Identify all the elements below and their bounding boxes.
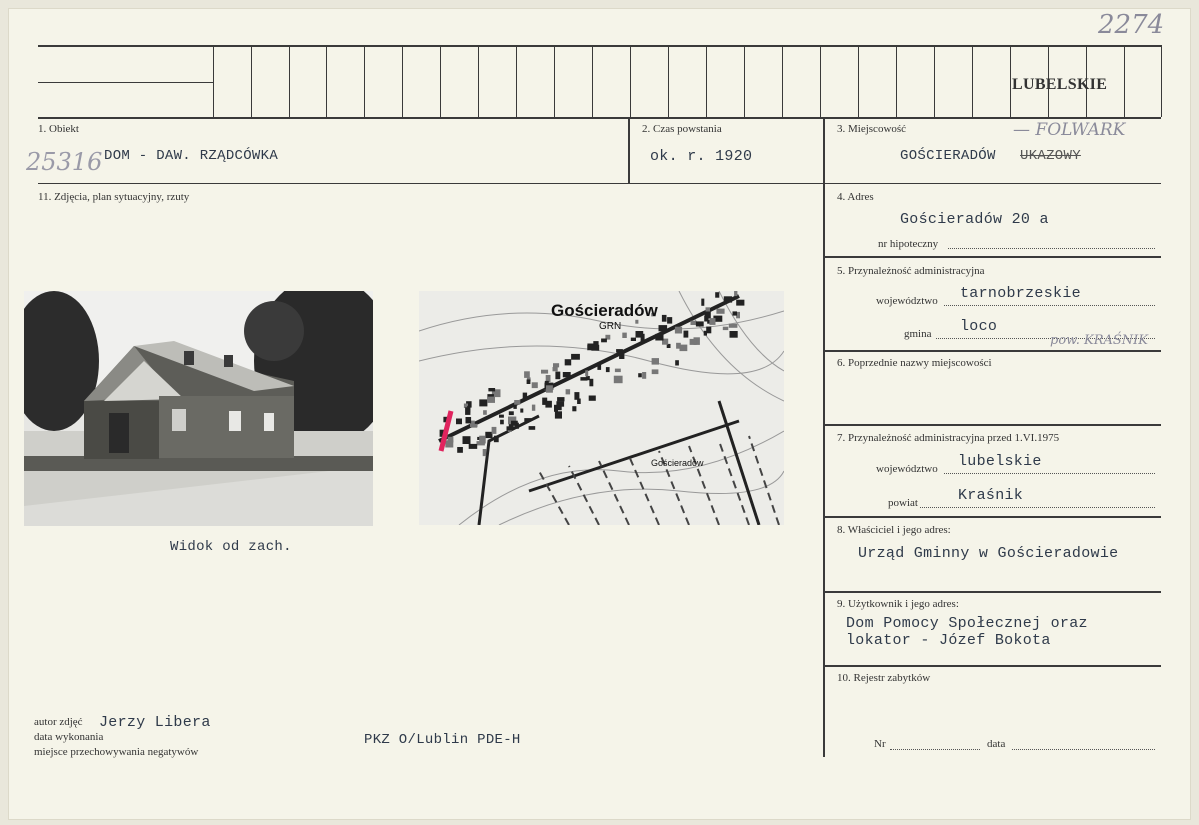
map-building bbox=[500, 420, 504, 425]
map-building bbox=[684, 331, 689, 338]
map-building bbox=[487, 397, 495, 403]
gmina-label: gmina bbox=[904, 328, 932, 340]
uzytkownik-line1: Dom Pomocy Społecznej oraz bbox=[846, 615, 1088, 632]
map-building bbox=[542, 398, 547, 405]
map-building bbox=[616, 349, 623, 353]
field-label-przed-1975: 7. Przynależność administracyjna przed 1.VI.1975 bbox=[837, 432, 1060, 444]
archive-value: PKZ O/Lublin PDE-H bbox=[364, 732, 521, 748]
powiat-value: Kraśnik bbox=[958, 487, 1024, 504]
map-building bbox=[492, 427, 497, 434]
map-building bbox=[691, 321, 697, 325]
map-building bbox=[597, 362, 601, 370]
wojewodztwo-line bbox=[944, 305, 1155, 306]
grid-column-rule bbox=[289, 45, 290, 117]
field-label-poprzednie: 6. Poprzednie nazwy miejscowości bbox=[837, 357, 992, 369]
map-building bbox=[723, 327, 729, 330]
map-building bbox=[636, 331, 644, 338]
map-building bbox=[705, 312, 711, 319]
map-building bbox=[499, 415, 504, 418]
wojewodztwo-1975-line bbox=[944, 473, 1155, 474]
map-building bbox=[553, 363, 559, 367]
grid-column-rule bbox=[630, 45, 631, 117]
map-building bbox=[546, 385, 553, 392]
map-building bbox=[733, 311, 738, 315]
map-building bbox=[532, 405, 535, 411]
map-building bbox=[659, 325, 668, 331]
map-building bbox=[457, 447, 463, 453]
map-building bbox=[479, 436, 486, 444]
map-building bbox=[463, 436, 471, 444]
map-building bbox=[541, 370, 548, 374]
data-wykonania-label: data wykonania bbox=[34, 731, 104, 743]
uzytkownik-line2: lokator - Józef Bokota bbox=[846, 632, 1051, 649]
map-building bbox=[631, 338, 636, 341]
rejestr-data-line bbox=[1012, 749, 1155, 750]
map-building bbox=[523, 393, 527, 400]
map-subtitle: GRN bbox=[599, 321, 622, 332]
map-building bbox=[638, 373, 642, 377]
map-building bbox=[680, 345, 688, 352]
map-building bbox=[635, 320, 638, 324]
map-building bbox=[585, 370, 588, 376]
map-building bbox=[483, 449, 487, 456]
map-building bbox=[566, 389, 571, 394]
site-map bbox=[419, 291, 784, 525]
map-building bbox=[571, 354, 580, 360]
row-rule bbox=[38, 183, 1161, 184]
map-building bbox=[619, 353, 624, 359]
map-building bbox=[485, 432, 492, 438]
map-small-label: Gościeradów bbox=[651, 458, 704, 468]
grid-column-rule bbox=[1161, 45, 1162, 117]
grid-column-rule bbox=[251, 45, 252, 117]
map-building bbox=[470, 424, 478, 427]
wojewodztwo-1975-value: lubelskie bbox=[958, 453, 1042, 470]
grid-column-rule bbox=[706, 45, 707, 117]
map-building bbox=[483, 410, 487, 415]
map-building bbox=[615, 369, 621, 373]
map-building bbox=[675, 360, 679, 365]
handwritten-folwark: — FOLWARK bbox=[1013, 120, 1126, 140]
hipoteczny-line bbox=[948, 248, 1155, 249]
grid-column-rule bbox=[364, 45, 365, 117]
map-building bbox=[557, 397, 564, 401]
map-building bbox=[509, 411, 514, 415]
field-label-uzytkownik: 9. Użytkownik i jego adres: bbox=[837, 598, 959, 610]
map-building bbox=[565, 359, 572, 365]
map-building bbox=[513, 405, 516, 409]
wlasciciel-value: Urząd Gminny w Gościeradowie bbox=[858, 545, 1119, 562]
map-building bbox=[736, 300, 744, 306]
grid-column-rule bbox=[554, 45, 555, 117]
grid-column-rule bbox=[896, 45, 897, 117]
map-building bbox=[652, 369, 659, 374]
map-building bbox=[524, 418, 531, 421]
miejscowosc-value: GOŚCIERADÓW bbox=[900, 148, 996, 164]
autor-label: autor zdjęć bbox=[34, 716, 83, 728]
map-building bbox=[734, 291, 737, 296]
map-building bbox=[555, 372, 560, 380]
region-label: LUBELSKIE bbox=[1012, 76, 1108, 93]
map-building bbox=[715, 292, 719, 298]
powiat-label: powiat bbox=[888, 497, 918, 509]
map-building bbox=[706, 307, 711, 311]
row-rule bbox=[823, 350, 1161, 352]
row-rule bbox=[823, 516, 1161, 518]
map-building bbox=[553, 367, 558, 371]
map-building bbox=[606, 367, 610, 372]
field-label-rejestr: 10. Rejestr zabytków bbox=[837, 672, 931, 684]
powiat-line bbox=[920, 507, 1155, 508]
map-building bbox=[655, 334, 663, 341]
autor-value: Jerzy Libera bbox=[99, 714, 211, 731]
map-building bbox=[709, 318, 715, 325]
field-label-zdjecia: 11. Zdjęcia, plan sytuacyjny, rzuty bbox=[38, 191, 190, 203]
map-building bbox=[466, 417, 472, 423]
grid-column-rule bbox=[782, 45, 783, 117]
rejestr-nr-line bbox=[890, 749, 980, 750]
map-building bbox=[642, 372, 646, 379]
grid-rule bbox=[38, 117, 1161, 119]
map-building bbox=[532, 382, 538, 388]
map-building bbox=[730, 331, 738, 338]
top-rule bbox=[38, 45, 1161, 47]
photo-caption: Widok od zach. bbox=[170, 539, 292, 555]
grid-column-rule bbox=[972, 45, 973, 117]
map-building bbox=[589, 396, 596, 401]
map-building bbox=[587, 344, 593, 351]
map-building bbox=[563, 372, 571, 377]
map-building bbox=[622, 333, 627, 338]
map-building bbox=[593, 341, 598, 345]
adres-value: Gościeradów 20 a bbox=[900, 211, 1049, 228]
field-label-wlasciciel: 8. Właściciel i jego adres: bbox=[837, 524, 951, 536]
map-building bbox=[527, 380, 531, 385]
grid-column-rule bbox=[402, 45, 403, 117]
map-building bbox=[469, 444, 478, 449]
record-card bbox=[8, 8, 1191, 820]
map-building bbox=[555, 411, 562, 418]
map-building bbox=[558, 406, 562, 411]
grid-column-rule bbox=[478, 45, 479, 117]
czas-value: ok. r. 1920 bbox=[650, 148, 753, 165]
map-building bbox=[716, 309, 724, 314]
miejscowosc-struck-value: UKAZOWY bbox=[1020, 148, 1081, 164]
grid-column-rule bbox=[820, 45, 821, 117]
grid-column-rule bbox=[326, 45, 327, 117]
grid-rule bbox=[38, 82, 213, 83]
map-building bbox=[520, 409, 523, 413]
rejestr-nr-label: Nr bbox=[874, 738, 886, 750]
map-building bbox=[696, 321, 704, 326]
grid-column-rule bbox=[744, 45, 745, 117]
wojewodztwo-1975-label: województwo bbox=[876, 463, 938, 475]
field-label-adres: 4. Adres bbox=[837, 191, 874, 203]
map-building bbox=[662, 315, 667, 322]
map-building bbox=[524, 371, 530, 378]
map-building bbox=[614, 376, 623, 384]
map-building bbox=[514, 400, 520, 405]
map-building bbox=[652, 358, 659, 365]
grid-column-rule bbox=[213, 45, 214, 117]
row-rule bbox=[823, 665, 1161, 667]
field-label-przynaleznosc: 5. Przynależność administracyjna bbox=[837, 265, 985, 277]
wojewodztwo-value: tarnobrzeskie bbox=[960, 285, 1081, 302]
building-photo bbox=[24, 291, 373, 526]
grid-column-rule bbox=[1010, 45, 1011, 117]
map-building bbox=[577, 399, 581, 405]
map-building bbox=[580, 377, 587, 381]
map-building bbox=[456, 419, 462, 425]
map-building bbox=[724, 296, 732, 302]
map-building bbox=[690, 339, 697, 345]
row-rule bbox=[823, 424, 1161, 426]
field-label-czas: 2. Czas powstania bbox=[642, 123, 722, 135]
grid-column-rule bbox=[516, 45, 517, 117]
grid-column-rule bbox=[1124, 45, 1125, 117]
map-building bbox=[494, 436, 499, 443]
map-building bbox=[529, 426, 536, 430]
map-building bbox=[511, 421, 518, 426]
map-building bbox=[488, 388, 495, 391]
obiekt-value: DOM - DAW. RZĄDCÓWKA bbox=[104, 148, 279, 164]
map-building bbox=[507, 426, 514, 430]
map-building bbox=[554, 405, 558, 412]
map-building bbox=[448, 437, 454, 443]
map-building bbox=[572, 406, 576, 411]
divider bbox=[628, 117, 630, 184]
field-label-miejscowosc: 3. Miejscowość bbox=[837, 123, 907, 135]
grid-column-rule bbox=[440, 45, 441, 117]
miejsce-label: miejsce przechowywania negatywów bbox=[34, 746, 199, 758]
rejestr-data-label: data bbox=[987, 738, 1006, 750]
handwritten-powiat: pow. KRAŚNIK bbox=[1050, 333, 1149, 348]
map-building bbox=[667, 317, 672, 324]
map-title: Gościeradów bbox=[551, 301, 658, 320]
map-building bbox=[701, 299, 704, 306]
right-column-divider bbox=[823, 117, 825, 757]
row-rule bbox=[823, 256, 1161, 258]
map-building bbox=[589, 379, 593, 387]
map-building bbox=[467, 406, 470, 413]
hipoteczny-label: nr hipoteczny bbox=[878, 238, 939, 250]
handwritten-inventory-number: 25316 bbox=[26, 148, 103, 176]
map-building bbox=[675, 327, 682, 334]
card-number-handwritten: 2274 bbox=[1098, 10, 1165, 40]
grid-column-rule bbox=[934, 45, 935, 117]
row-rule bbox=[823, 591, 1161, 593]
grid-column-rule bbox=[592, 45, 593, 117]
map-building bbox=[706, 327, 711, 334]
wojewodztwo-label: województwo bbox=[876, 295, 938, 307]
gmina-value: loco bbox=[960, 318, 998, 335]
map-building bbox=[479, 399, 487, 406]
map-building bbox=[729, 324, 738, 328]
map-building bbox=[601, 339, 607, 343]
field-label-obiekt: 1. Obiekt bbox=[38, 123, 79, 135]
grid-column-rule bbox=[858, 45, 859, 117]
grid-column-rule bbox=[668, 45, 669, 117]
